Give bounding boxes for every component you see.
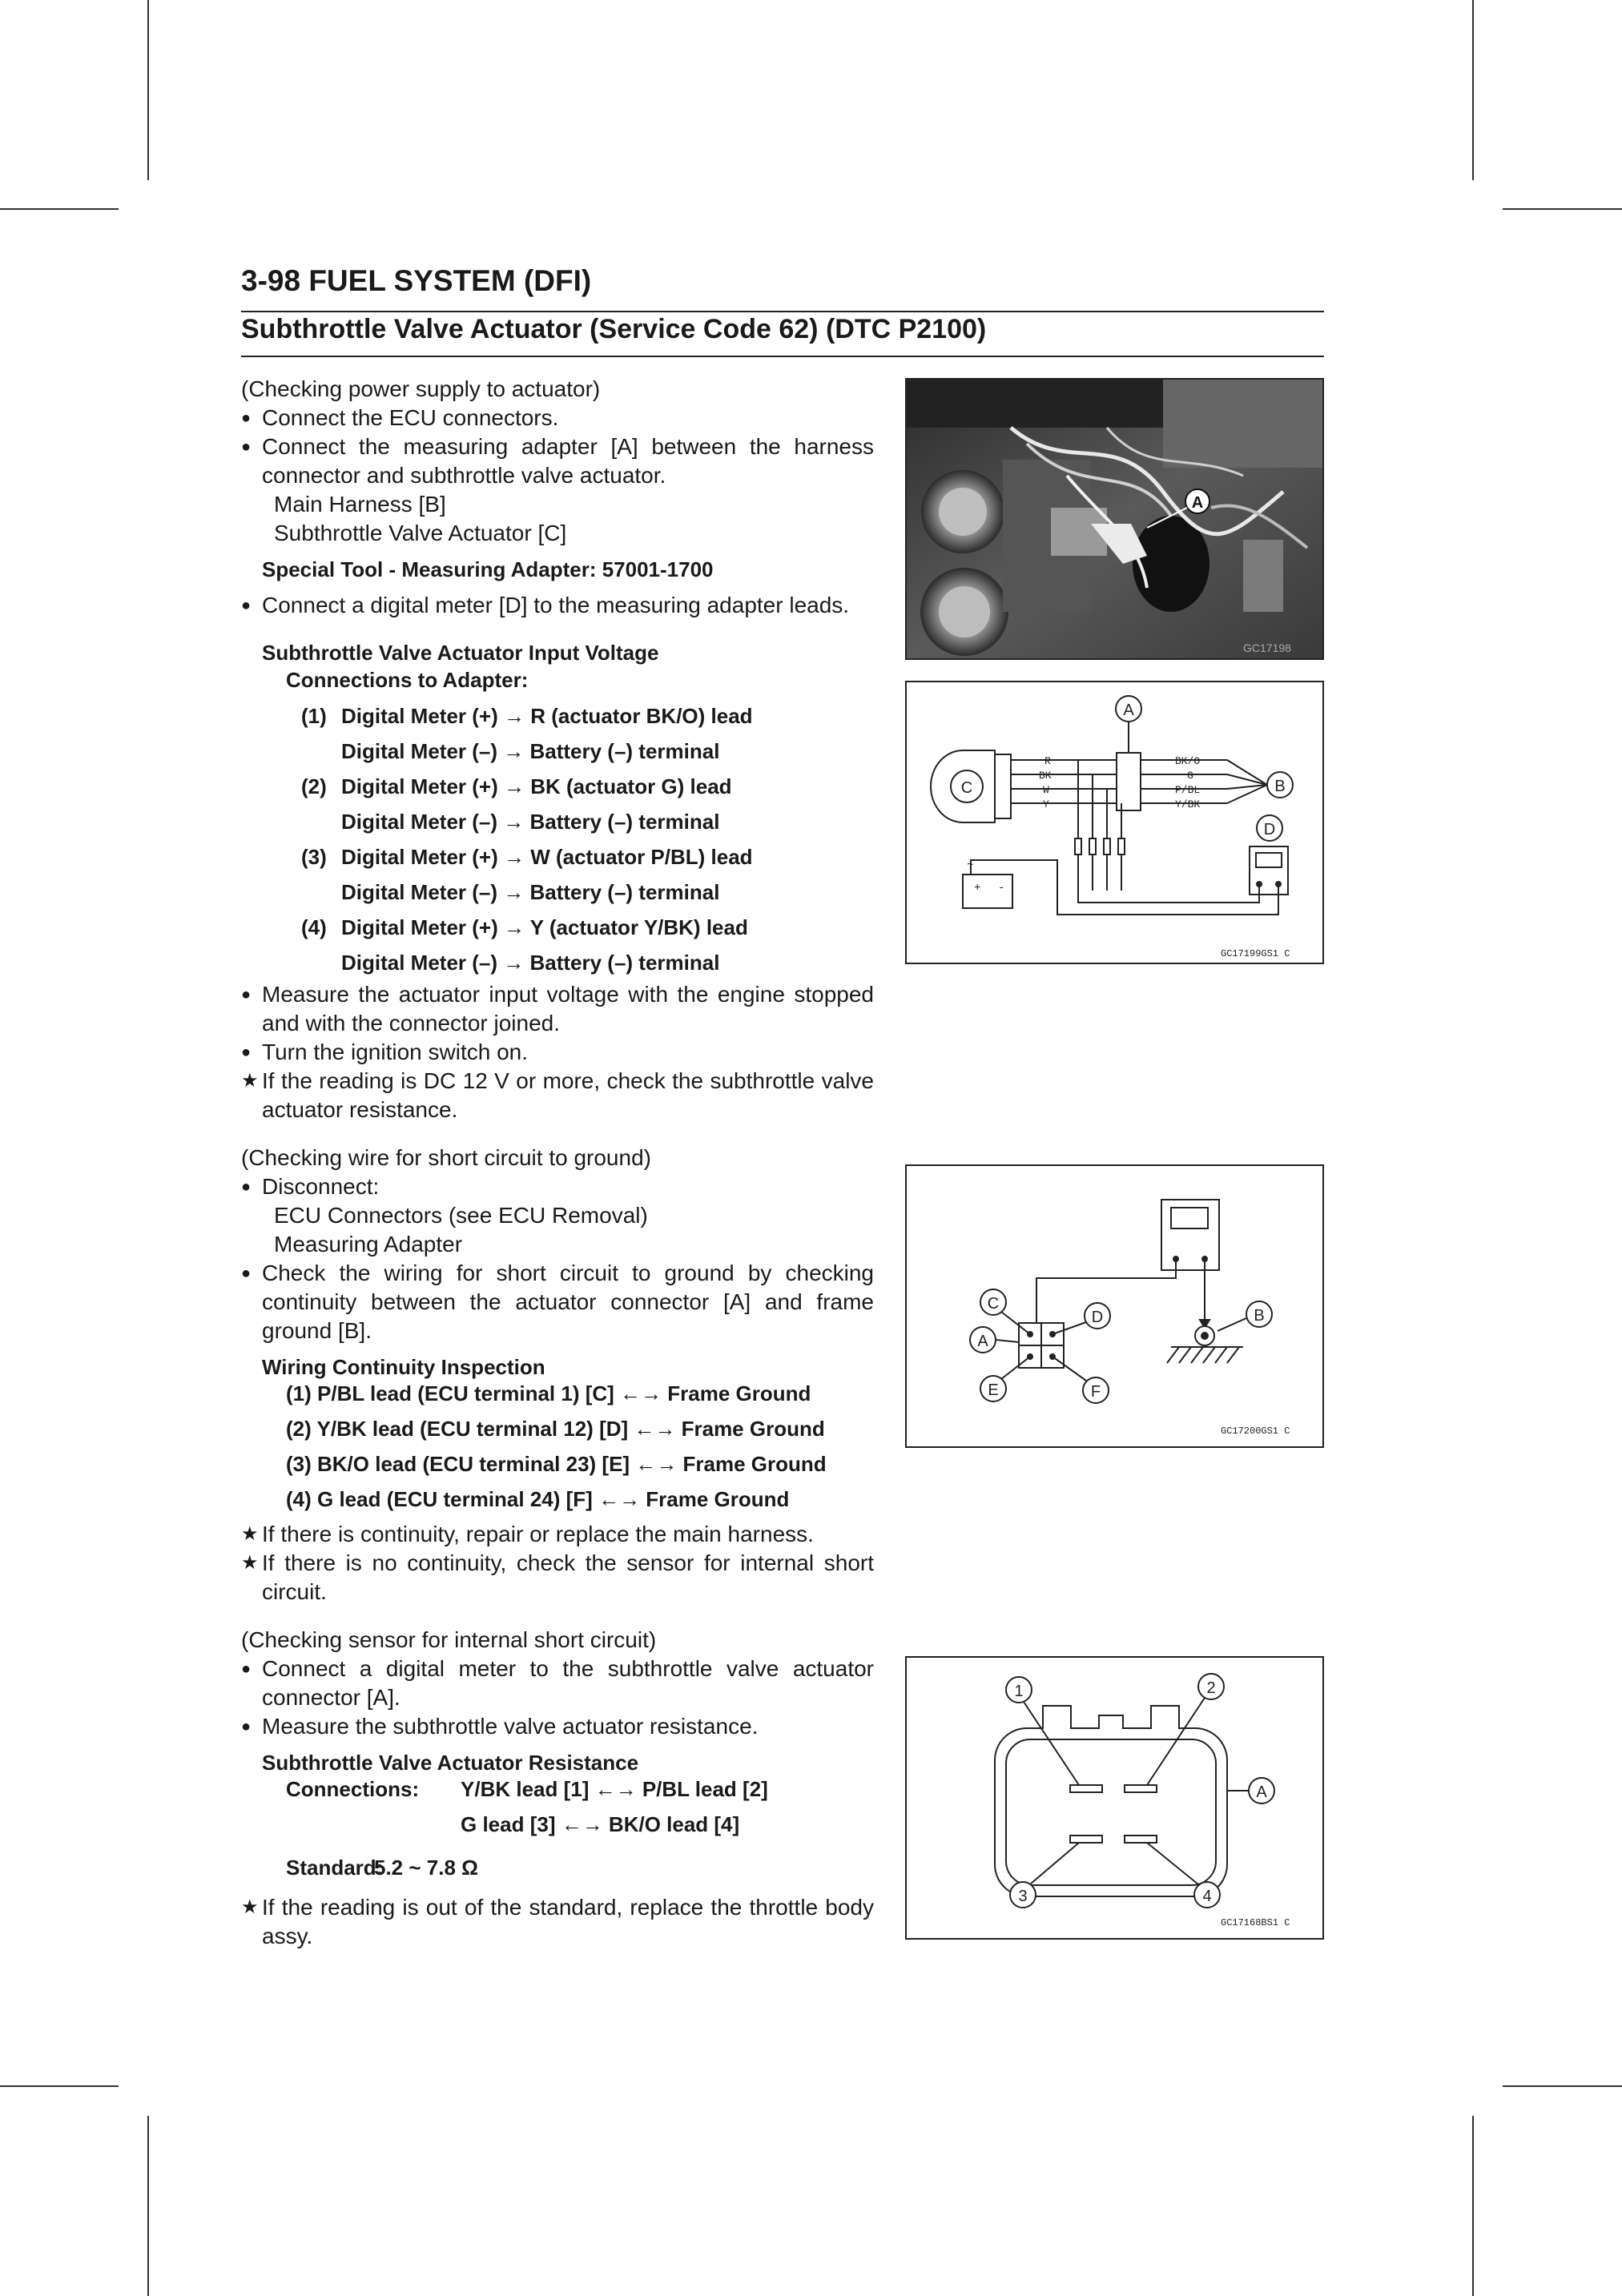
spec-title: Wiring Continuity Inspection (262, 1355, 545, 1379)
callout-a: A (977, 1333, 988, 1350)
connection-row: Digital Meter (–) → Battery (–) terminal (341, 739, 720, 763)
step: ● Connect a digital meter to the subthrottle valve actuator connector [A]. (241, 1655, 874, 1712)
crop-mark (147, 2116, 149, 2296)
step: ● Connect the ECU connectors. (241, 404, 874, 432)
continuity-item: (3) BK/O lead (ECU terminal 23) [E] ←→ Frame Ground (286, 1452, 827, 1476)
crop-mark (1472, 2116, 1474, 2296)
connection-row: (4) Digital Meter (+) → Y (actuator Y/BK) lead (301, 915, 748, 939)
svg-text:P/BL: P/BL (1175, 784, 1201, 796)
step: ● Measure the subthrottle valve actuator resistance. (241, 1712, 874, 1741)
crop-mark (1503, 208, 1622, 210)
figure-actuator-connector (905, 1656, 1324, 1940)
note: ★ If there is no continuity, check the sensor for internal short circuit. (241, 1549, 874, 1606)
spec-title: Subthrottle Valve Actuator Input Voltage (262, 641, 659, 665)
figure-code: GC17198 (1243, 641, 1291, 654)
photo-measuring-adapter (905, 378, 1324, 660)
figure-input-voltage-wiring (905, 681, 1324, 964)
svg-text:A: A (1191, 494, 1204, 512)
resistance-connection-row: Connections: Y/BK lead [1] ←→ P/BL lead [2] (286, 1777, 768, 1801)
short-ground-heading: (Checking wire for short circuit to ground) (241, 1145, 651, 1170)
svg-text:G: G (1187, 770, 1193, 782)
step: ● Check the wiring for short circuit to ground by checking continuity between the actuator connector [A] and frame ground [B]. (241, 1259, 874, 1345)
svg-text:BK/O: BK/O (1175, 755, 1201, 767)
continuity-item: (4) G lead (ECU terminal 24) [F] ←→ Frame Ground (286, 1487, 790, 1511)
connection-row: (3) Digital Meter (+) → W (actuator P/BL) lead (301, 845, 753, 869)
svg-text:-: - (998, 882, 1005, 895)
crop-mark (0, 208, 119, 210)
crop-mark (1472, 0, 1474, 180)
callout-a: A (1256, 1783, 1267, 1801)
crop-mark (0, 2085, 119, 2087)
callout-a: A (1123, 702, 1134, 719)
callout-4: 4 (1202, 1888, 1212, 1905)
figure-code: GC17200GS1 C (1221, 1425, 1290, 1437)
text-column (241, 375, 874, 1951)
svg-text:W: W (1043, 784, 1049, 796)
continuity-item: (1) P/BL lead (ECU terminal 1) [C] ←→ Frame Ground (286, 1381, 811, 1405)
callout-1: 1 (1014, 1683, 1024, 1700)
connection-row: Digital Meter (–) → Battery (–) terminal (341, 810, 720, 834)
figure-short-to-ground (905, 1164, 1324, 1448)
crop-mark (147, 0, 149, 180)
connection-row: (2) Digital Meter (+) → BK (actuator G) lead (301, 774, 732, 798)
callout-e: E (988, 1381, 999, 1399)
note: ★ If there is continuity, repair or replace the main harness. (241, 1520, 874, 1549)
internal-short-heading: (Checking sensor for internal short circuit) (241, 1627, 657, 1652)
spec-subtitle: Connections to Adapter: (286, 668, 529, 692)
connection-row: Digital Meter (–) → Battery (–) terminal (341, 951, 720, 975)
callout-2: 2 (1206, 1679, 1216, 1697)
spec-title: Subthrottle Valve Actuator Resistance (262, 1751, 639, 1775)
callout-c: C (987, 1295, 1000, 1313)
svg-text:BK: BK (1039, 770, 1052, 782)
note: ★ If the reading is out of the standard, replace the throttle body assy. (241, 1893, 874, 1951)
callout-d: D (1263, 821, 1276, 838)
header-rule (241, 311, 1324, 312)
svg-text:R: R (1044, 755, 1051, 767)
svg-text:Y/BK: Y/BK (1175, 798, 1201, 810)
connection-row: (1) Digital Meter (+) → R (actuator BK/O) lead (301, 704, 753, 728)
callout-d: D (1091, 1309, 1104, 1326)
continuity-item: (2) Y/BK lead (ECU terminal 12) [D] ←→ Frame Ground (286, 1417, 825, 1441)
callout-3: 3 (1018, 1888, 1028, 1905)
callout-c: C (960, 779, 973, 797)
note: ★ If the reading is DC 12 V or more, check the subthrottle valve actuator resistance. (241, 1067, 874, 1124)
resistance-connection-row: G lead [3] ←→ BK/O lead [4] (461, 1812, 740, 1836)
standard-row: Standard: 5.2 ~ 7.8 Ω (286, 1856, 478, 1880)
step: ● Disconnect: (241, 1172, 874, 1201)
figure-code: GC17168BS1 C (1221, 1917, 1290, 1928)
connection-row: Digital Meter (–) → Battery (–) terminal (341, 880, 720, 904)
svg-text:Y: Y (1043, 798, 1049, 810)
sub-item: Subthrottle Valve Actuator [C] (274, 521, 567, 545)
section-rule (241, 356, 1324, 357)
step: ● Measure the actuator input voltage with the engine stopped and with the connector joined. (241, 980, 874, 1038)
sub-item: ECU Connectors (see ECU Removal) (274, 1203, 648, 1228)
step: ● Connect the measuring adapter [A] between the harness connector and subthrottle valve actuator. (241, 432, 874, 490)
page-header-title: 3-98 FUEL SYSTEM (DFI) (241, 264, 592, 297)
crop-mark (1503, 2085, 1622, 2087)
step: ● Connect a digital meter [D] to the measuring adapter leads. (241, 591, 874, 620)
callout-b: B (1274, 778, 1286, 795)
section-title: Subthrottle Valve Actuator (Service Code 62) (DTC P2100) (241, 314, 987, 344)
svg-text:+: + (974, 882, 981, 895)
step: ● Turn the ignition switch on. (241, 1038, 874, 1067)
callout-f: F (1090, 1383, 1101, 1401)
callout-b: B (1254, 1307, 1265, 1325)
svg-text:~: ~ (967, 859, 974, 872)
sub-item: Measuring Adapter (274, 1232, 463, 1257)
special-tool: Special Tool - Measuring Adapter: 57001-1700 (262, 557, 714, 581)
power-supply-heading: (Checking power supply to actuator) (241, 376, 601, 401)
figure-code: GC17199GS1 C (1221, 948, 1290, 959)
sub-item: Main Harness [B] (274, 492, 446, 517)
